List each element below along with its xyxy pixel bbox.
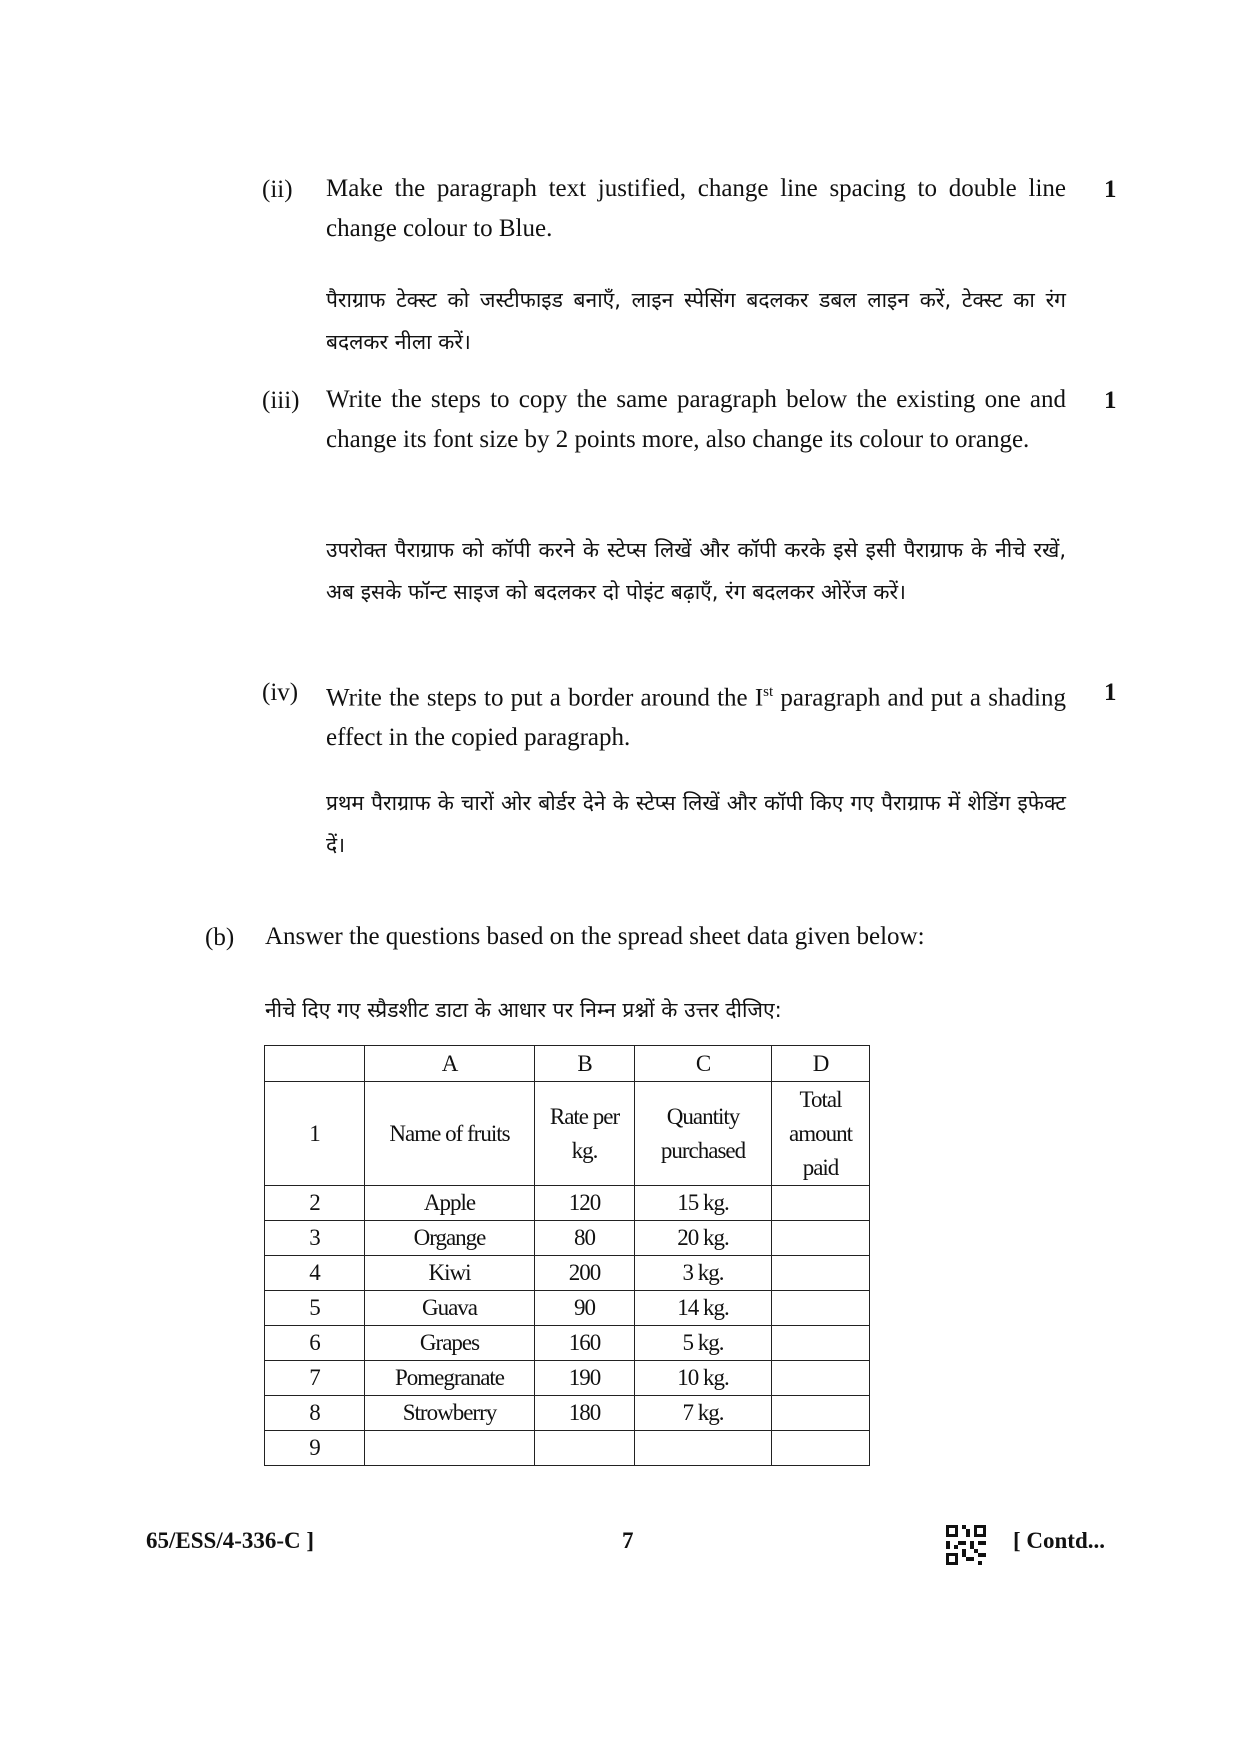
continued-label: [ Contd...: [1013, 1528, 1106, 1553]
fruit-cell: [365, 1431, 535, 1466]
total-cell: [772, 1291, 870, 1326]
column-letter: C: [635, 1046, 772, 1082]
quantity-cell: 3 kg.: [635, 1256, 772, 1291]
total-cell: [772, 1431, 870, 1466]
table-row: [265, 1256, 870, 1291]
row-number: 5: [265, 1291, 365, 1326]
question-text-part: paragraph and put a shading effect in the copied paragraph.: [326, 684, 1066, 752]
corner-cell: [265, 1046, 365, 1082]
header-row: [265, 1082, 870, 1186]
superscript: st: [763, 684, 774, 700]
row-number: 7: [265, 1361, 365, 1396]
rate-cell: 180: [535, 1396, 635, 1431]
question-text-part: Write the steps to put a border around the I: [326, 684, 764, 712]
fruit-cell: Kiwi: [365, 1256, 535, 1291]
part-text-hindi: नीचे दिए गए स्प्रैडशीट डाटा के आधार पर निम्न प्रश्नों के उत्तर दीजिए:: [265, 998, 782, 1022]
row-number: 1: [265, 1082, 365, 1186]
row-number: 4: [265, 1256, 365, 1291]
table-row: [265, 1326, 870, 1361]
quantity-cell: 20 kg.: [635, 1221, 772, 1256]
question-text-english: [326, 672, 1066, 758]
quantity-cell: 14 kg.: [635, 1291, 772, 1326]
fruit-cell: Pomegranate: [365, 1361, 535, 1396]
spreadsheet-table: [264, 1045, 870, 1466]
total-cell: [772, 1326, 870, 1361]
question-number: (iv): [262, 679, 299, 706]
table-row: [265, 1396, 870, 1431]
rate-cell: 160: [535, 1326, 635, 1361]
quantity-cell: 15 kg.: [635, 1186, 772, 1221]
column-letter: D: [772, 1046, 870, 1082]
question-number: (ii): [262, 176, 293, 203]
table-row: [265, 1186, 870, 1221]
table-row: [265, 1361, 870, 1396]
row-number: 6: [265, 1326, 365, 1361]
header-cell: Name of fruits: [365, 1082, 535, 1186]
total-cell: [772, 1221, 870, 1256]
question-text-english: Make the paragraph text justified, change line spacing to double line change colour to Blue.: [326, 175, 1066, 242]
quantity-cell: 5 kg.: [635, 1326, 772, 1361]
quantity-cell: [635, 1431, 772, 1466]
quantity-cell: 10 kg.: [635, 1361, 772, 1396]
qr-code-icon: [946, 1525, 986, 1565]
header-cell: Total amount paid: [772, 1082, 870, 1186]
table-row: [265, 1291, 870, 1326]
header-cell: Rate per kg.: [535, 1082, 635, 1186]
question-marks: 1: [1104, 679, 1117, 706]
row-number: 3: [265, 1221, 365, 1256]
fruit-cell: Organge: [365, 1221, 535, 1256]
total-cell: [772, 1256, 870, 1291]
page-number: 7: [622, 1528, 634, 1553]
part-number: (b): [205, 924, 235, 951]
fruit-cell: Apple: [365, 1186, 535, 1221]
total-cell: [772, 1396, 870, 1431]
total-cell: [772, 1361, 870, 1396]
total-cell: [772, 1186, 870, 1221]
question-text-english: Write the steps to copy the same paragraph below the existing one and change its font size by 2 points more, also change its colour to orange.: [326, 386, 1066, 453]
question-number: (iii): [262, 387, 300, 414]
row-number: 9: [265, 1431, 365, 1466]
header-cell: Quantity purchased: [635, 1082, 772, 1186]
rate-cell: [535, 1431, 635, 1466]
row-number: 8: [265, 1396, 365, 1431]
column-letter: B: [535, 1046, 635, 1082]
paper-code: 65/ESS/4-336-C ]: [146, 1528, 315, 1553]
question-text-hindi: प्रथम पैराग्राफ के चारों ओर बोर्डर देने के स्टेप्स लिखें और कॉपी किए गए पैराग्राफ में शेडिंग इफेक्ट दें।: [326, 791, 1066, 857]
fruit-cell: Strowberry: [365, 1396, 535, 1431]
fruit-cell: Guava: [365, 1291, 535, 1326]
rate-cell: 120: [535, 1186, 635, 1221]
part-text-english: Answer the questions based on the spread sheet data given below:: [265, 923, 925, 950]
question-marks: 1: [1104, 176, 1117, 203]
question-marks: 1: [1104, 387, 1117, 414]
column-letter: A: [365, 1046, 535, 1082]
column-letter-row: [265, 1046, 870, 1082]
table-row: [265, 1431, 870, 1466]
quantity-cell: 7 kg.: [635, 1396, 772, 1431]
rate-cell: 190: [535, 1361, 635, 1396]
rate-cell: 80: [535, 1221, 635, 1256]
table-row: [265, 1221, 870, 1256]
rate-cell: 90: [535, 1291, 635, 1326]
question-text-hindi: पैराग्राफ टेक्स्ट को जस्टीफाइड बनाएँ, लाइन स्पेसिंग बदलकर डबल लाइन करें, टेक्स्ट का रंग बदलकर नीला करें।: [326, 288, 1066, 354]
question-text-hindi: उपरोक्त पैराग्राफ को कॉपी करने के स्टेप्स लिखें और कॉपी करके इसे इसी पैराग्राफ के नीचे रखें, अब इसके फॉन्ट साइज को बदलकर दो पोइंट बढ़ाएँ, रंग बदलकर ओरेंज करें।: [326, 538, 1066, 604]
row-number: 2: [265, 1186, 365, 1221]
fruit-cell: Grapes: [365, 1326, 535, 1361]
rate-cell: 200: [535, 1256, 635, 1291]
